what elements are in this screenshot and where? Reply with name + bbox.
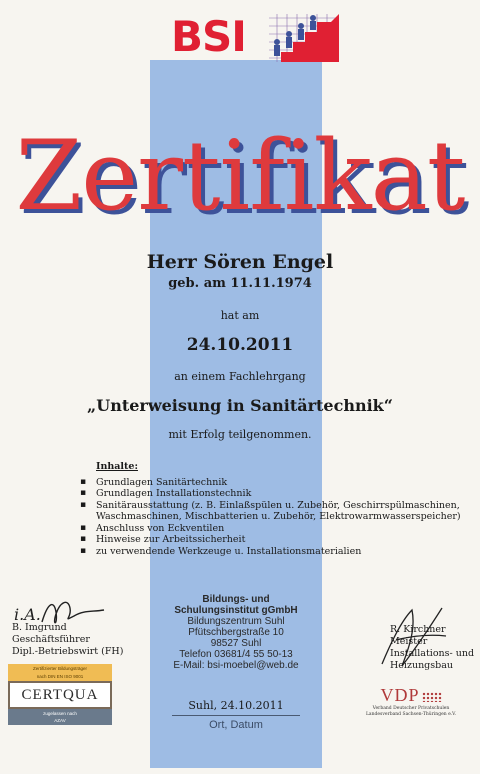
list-item: ▪ Grundlagen Installationstechnik <box>80 488 470 500</box>
place-date: Suhl, 24.10.2011 <box>188 699 284 712</box>
right-signatory-trade1: Installations- und <box>390 648 475 659</box>
left-signatory <box>12 622 123 658</box>
certqua-badge <box>8 664 112 740</box>
text-erfolg: mit Erfolg teilgenommen. <box>168 428 312 441</box>
signature-prefix: i.A. <box>14 605 41 624</box>
institute-email: E-Mail: bsi-moebel@web.de <box>173 660 299 671</box>
left-signatory-role: Geschäftsführer <box>12 634 90 645</box>
right-signatory-trade2: Heizungsbau <box>390 660 454 671</box>
certqua-logo: CERTQUA <box>8 681 112 709</box>
institute-center: Bildungszentrum Suhl <box>187 616 285 627</box>
vdp-dots-icon <box>422 692 442 702</box>
certqua-top <box>8 664 112 681</box>
bsi-logo <box>171 8 339 68</box>
list-item: ▪ Hinweise zur Arbeitssicherheit <box>80 534 470 546</box>
contents-section <box>80 461 470 557</box>
certqua-top-line1: Zertifizierter Bildungsträger <box>32 666 88 671</box>
institute-street: Pfütschbergstraße 10 <box>188 627 284 638</box>
vdp-line2: Landesverband Sachsen-Thüringen e.V. <box>365 712 457 717</box>
course-date: 24.10.2011 <box>186 335 294 355</box>
recipient-birthdate: geb. am 11.11.1974 <box>168 276 312 291</box>
text-fachlehrgang: an einem Fachlehrgang <box>174 370 306 383</box>
vdp-logo-text: VDP <box>380 685 420 705</box>
certificate-title: Zertifikat <box>15 120 465 232</box>
institute-name-line2: Schulungsinstitut gGmbH <box>174 605 298 616</box>
contents-heading: Inhalte: <box>96 461 138 472</box>
left-signatory-name: B. Imgrund <box>12 622 67 633</box>
list-item: ▪ Grundlagen Sanitärtechnik <box>80 477 470 489</box>
institute-phone: Telefon 03681/4 55 50-13 <box>179 649 293 660</box>
list-item: ▪ Anschluss von Eckventilen <box>80 523 470 535</box>
list-item: ▪ Sanitärausstattung (z. B. Einlaßspülen u. Zubehör, Geschirrspülmaschinen, Waschmaschinen, Mischbatterien u. Zubehör, Elektrowarmwasserspeicher) <box>80 500 470 523</box>
list-item: ▪ zu verwendende Werkzeuge u. Installationsmaterialien <box>80 546 470 558</box>
date-line <box>172 715 300 716</box>
institute-city: 98527 Suhl <box>210 638 262 649</box>
ort-datum-label: Ort, Datum <box>209 719 263 731</box>
right-signatory-role: Meister <box>390 636 428 647</box>
logo-text: BSI <box>171 12 246 61</box>
course-title: „Unterweisung in Sanitärtechnik“ <box>87 396 393 415</box>
vdp-logo <box>350 685 472 706</box>
vdp-line1: Verband Deutscher Privatschulen <box>372 706 450 711</box>
vdp-badge <box>350 685 472 718</box>
certqua-bottom <box>8 709 112 725</box>
left-signatory-title: Dipl.-Betriebswirt (FH) <box>12 646 124 657</box>
certqua-top-line2: nach DIN EN ISO 9001 <box>36 674 84 679</box>
recipient-name: Herr Sören Engel <box>146 251 334 273</box>
text-hat-am: hat am <box>220 309 260 322</box>
institute-name-line1: Bildungs- und <box>202 594 270 605</box>
right-signatory <box>390 624 474 672</box>
contents-list <box>80 477 470 558</box>
right-signatory-name: R. Kirchner <box>390 624 446 635</box>
certqua-bottom-line1: zugelassen nach <box>43 711 77 716</box>
certqua-bottom-line2: AZAV <box>54 718 66 723</box>
logo-staircase-icon <box>267 12 339 64</box>
institute-stamp <box>150 594 322 671</box>
